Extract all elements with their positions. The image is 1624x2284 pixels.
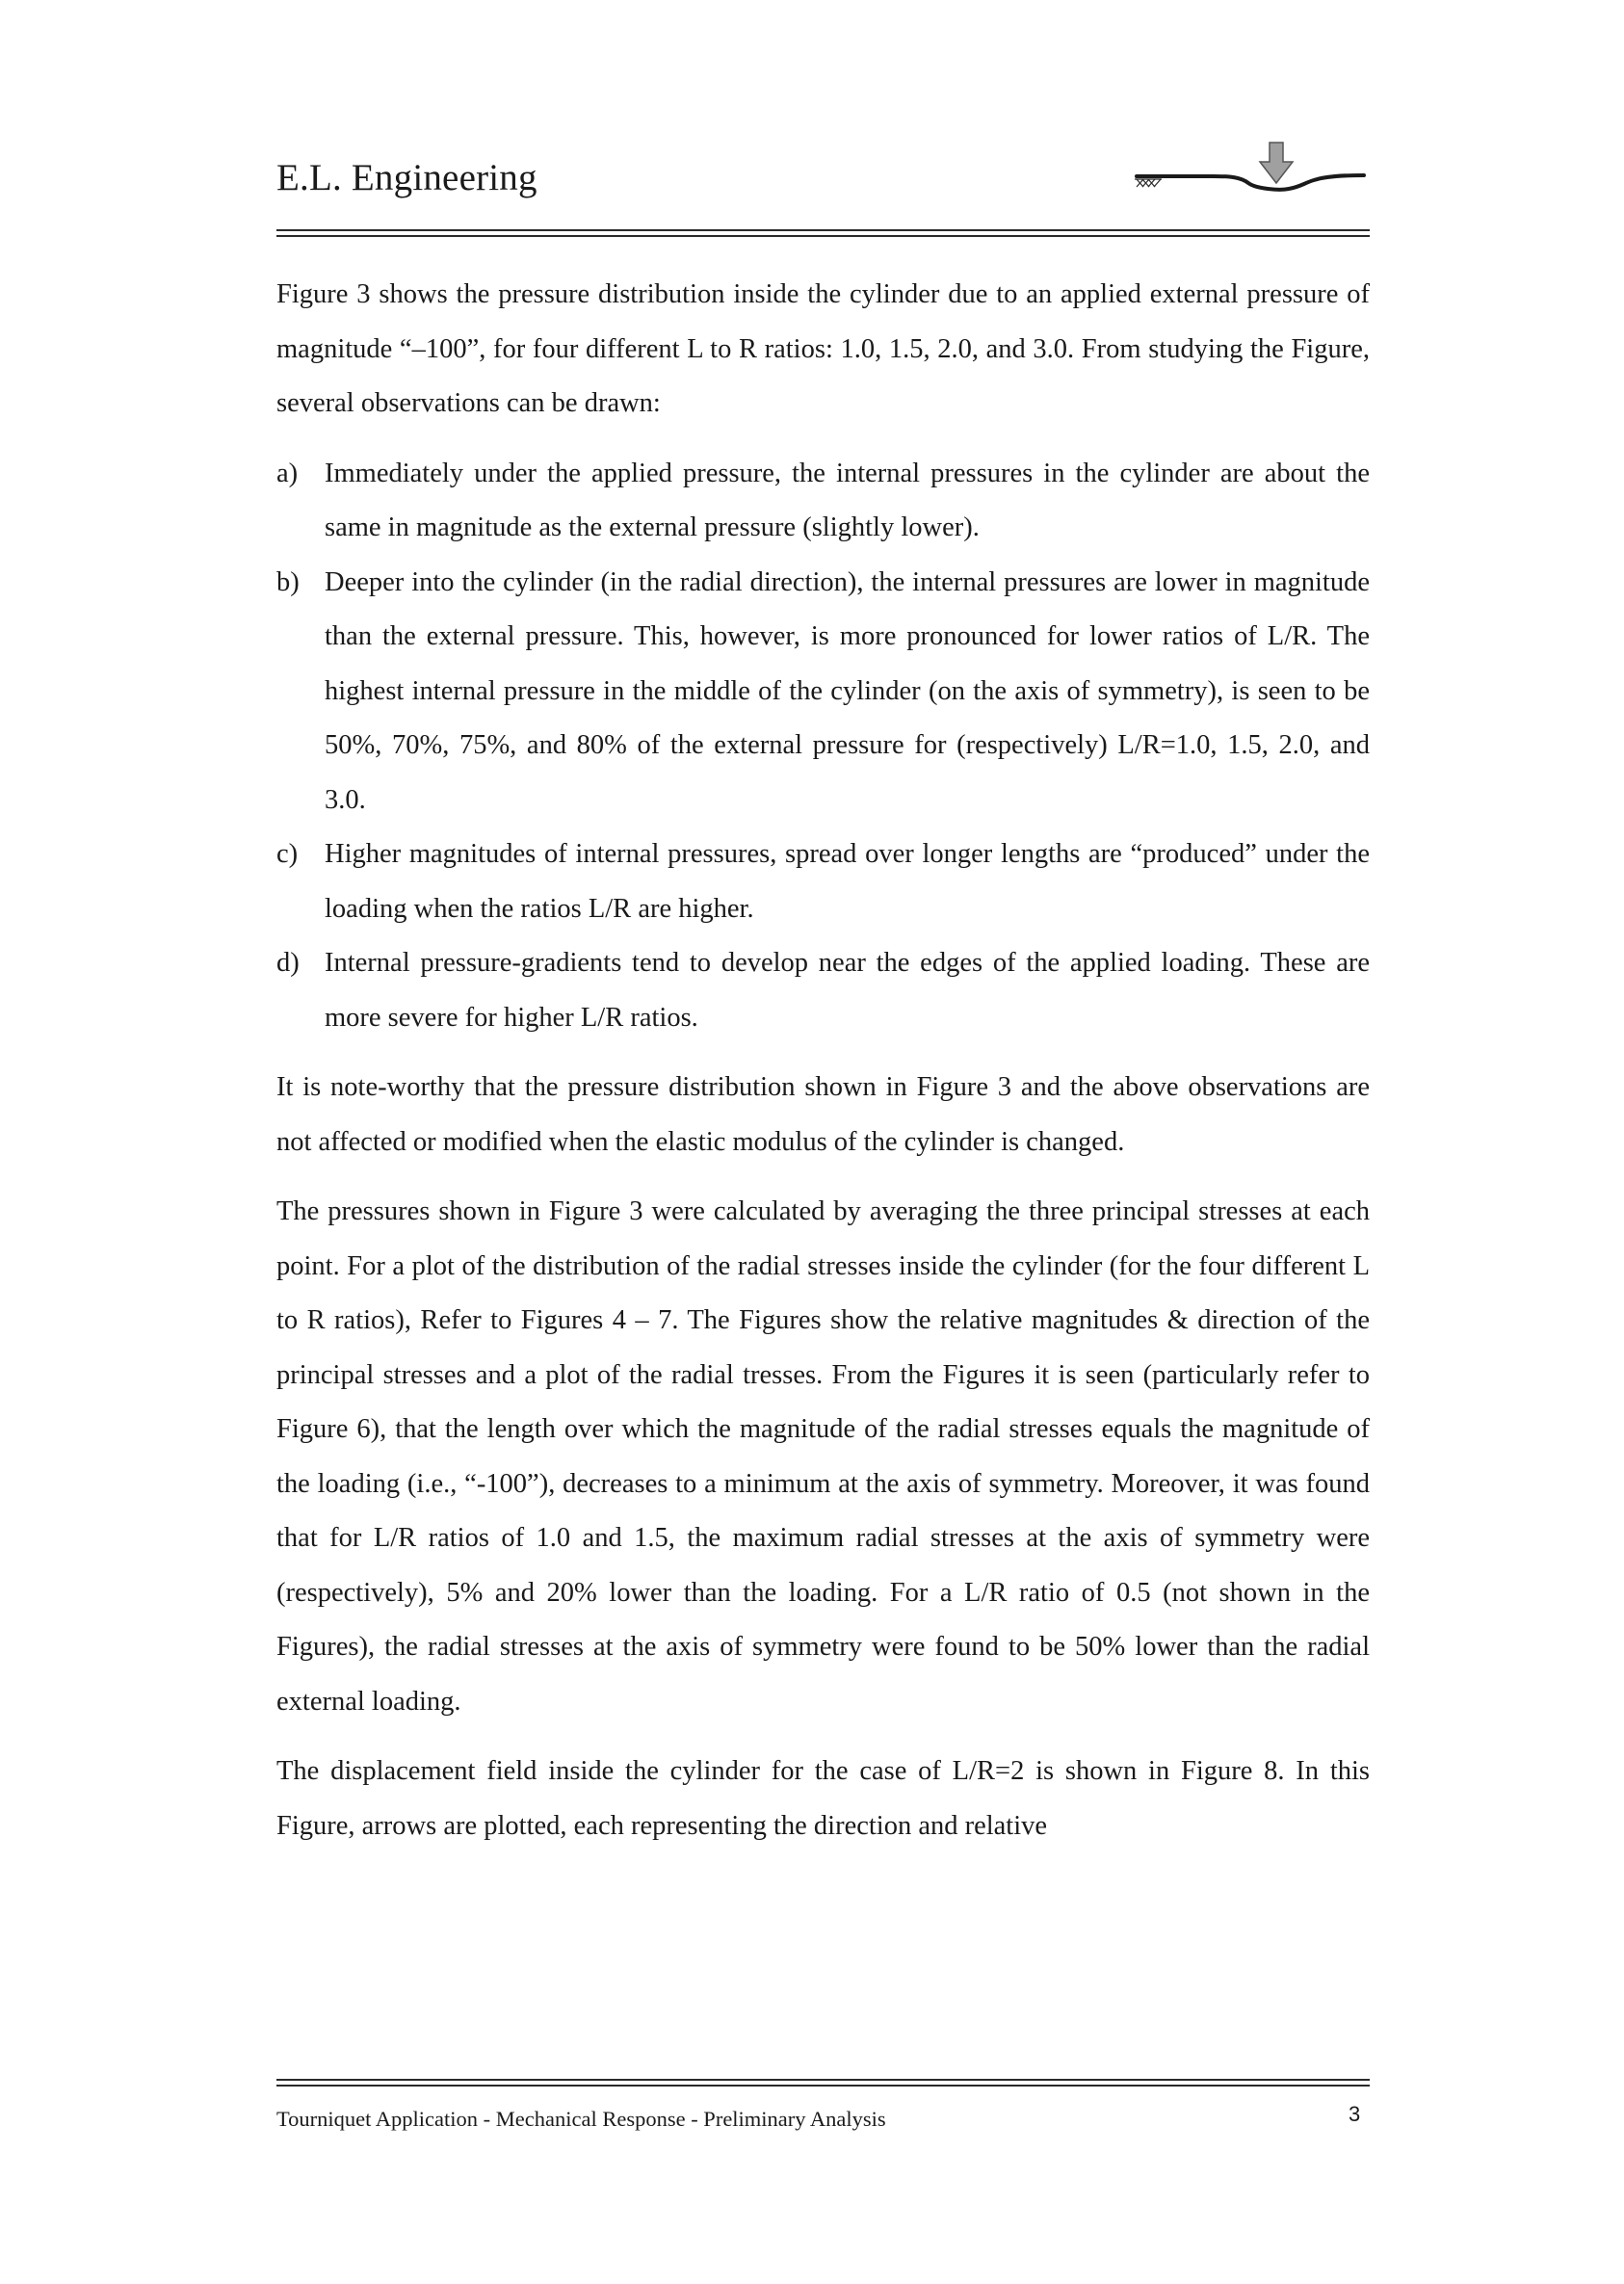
list-item <box>276 827 1370 936</box>
page-number: 3 <box>1349 2102 1361 2126</box>
list-marker: c) <box>276 839 299 869</box>
header-rule-bottom <box>276 235 1370 237</box>
list-marker: b) <box>276 566 300 597</box>
list-item-text: Immediately under the applied pressure, the internal pressures in the cylinder are about the same in magnitude as the external pressure (slightly lower). <box>325 458 1370 542</box>
list-marker: a) <box>276 458 299 488</box>
list-marker: d) <box>276 948 300 978</box>
header-title: E.L. Engineering <box>276 157 537 198</box>
list-item <box>276 936 1370 1045</box>
footer-rule-bottom <box>276 2085 1370 2087</box>
body-text <box>276 268 1370 1869</box>
list-item <box>276 556 1370 828</box>
footer-rule-top <box>276 2079 1370 2081</box>
surface-profile-icon <box>1137 175 1364 190</box>
list-item <box>276 447 1370 556</box>
list-item-text: Deeper into the cylinder (in the radial direction), the internal pressures are lower in magnitude than the external pressure. This, however, is more pronounced for lower ratios of L/R. The highest internal pressure in the middle of the cylinder (on the axis of symmetry), is seen to be 50%, 70%, 75%, and 80% of the external pressure for (respectively) L/R=1.0, 1.5, 2.0, and 3.0. <box>325 566 1370 815</box>
header-rule-top <box>276 229 1370 231</box>
list-item-text: Higher magnitudes of internal pressures, spread over longer lengths are “produced” under the loading when the ratios L/R are higher. <box>325 839 1370 924</box>
paragraph-note: It is note-worthy that the pressure distribution shown in Figure 3 and the above observations are not affected or modified when the elastic modulus of the cylinder is changed. <box>276 1072 1370 1157</box>
list-item-text: Internal pressure-gradients tend to develop near the edges of the applied loading. These are more severe for higher L/R ratios. <box>325 948 1370 1033</box>
observations-list <box>276 447 1370 1046</box>
footer-text: Tourniquet Application - Mechanical Response - Preliminary Analysis <box>276 2107 886 2131</box>
ground-hatch-icon <box>1135 179 1162 187</box>
paragraph-displacement: The displacement field inside the cylinder for the case of L/R=2 is shown in Figure 8. In this Figure, arrows are plotted, each representing the direction and relative <box>276 1756 1370 1841</box>
load-arrow-icon <box>1260 143 1293 183</box>
paragraph-pressures: The pressures shown in Figure 3 were calculated by averaging the three principal stresses at each point. For a plot of the distribution of the radial stresses inside the cylinder (for the four different L to R ratios), Refer to Figures 4 – 7. The Figures show the relative magnitudes & direction of the principal stresses and a plot of the radial tresses. From the Figures it is seen (particularly refer to Figure 6), that the length over which the magnitude of the radial stresses equals the magnitude of the loading (i.e., “-100”), decreases to a minimum at the axis of symmetry. Moreover, it was found that for L/R ratios of 1.0 and 1.5, the maximum radial stresses at the axis of symmetry were (respectively), 5% and 20% lower than the loading. For a L/R ratio of 0.5 (not shown in the Figures), the radial stresses at the axis of symmetry were found to be 50% lower than the radial external loading. <box>276 1196 1370 1717</box>
paragraph-intro: Figure 3 shows the pressure distribution inside the cylinder due to an applied external pressure of magnitude “–100”, for four different L to R ratios: 1.0, 1.5, 2.0, and 3.0. From studying the Figure, several observations can be drawn: <box>276 279 1370 418</box>
company-logo <box>1135 137 1366 198</box>
